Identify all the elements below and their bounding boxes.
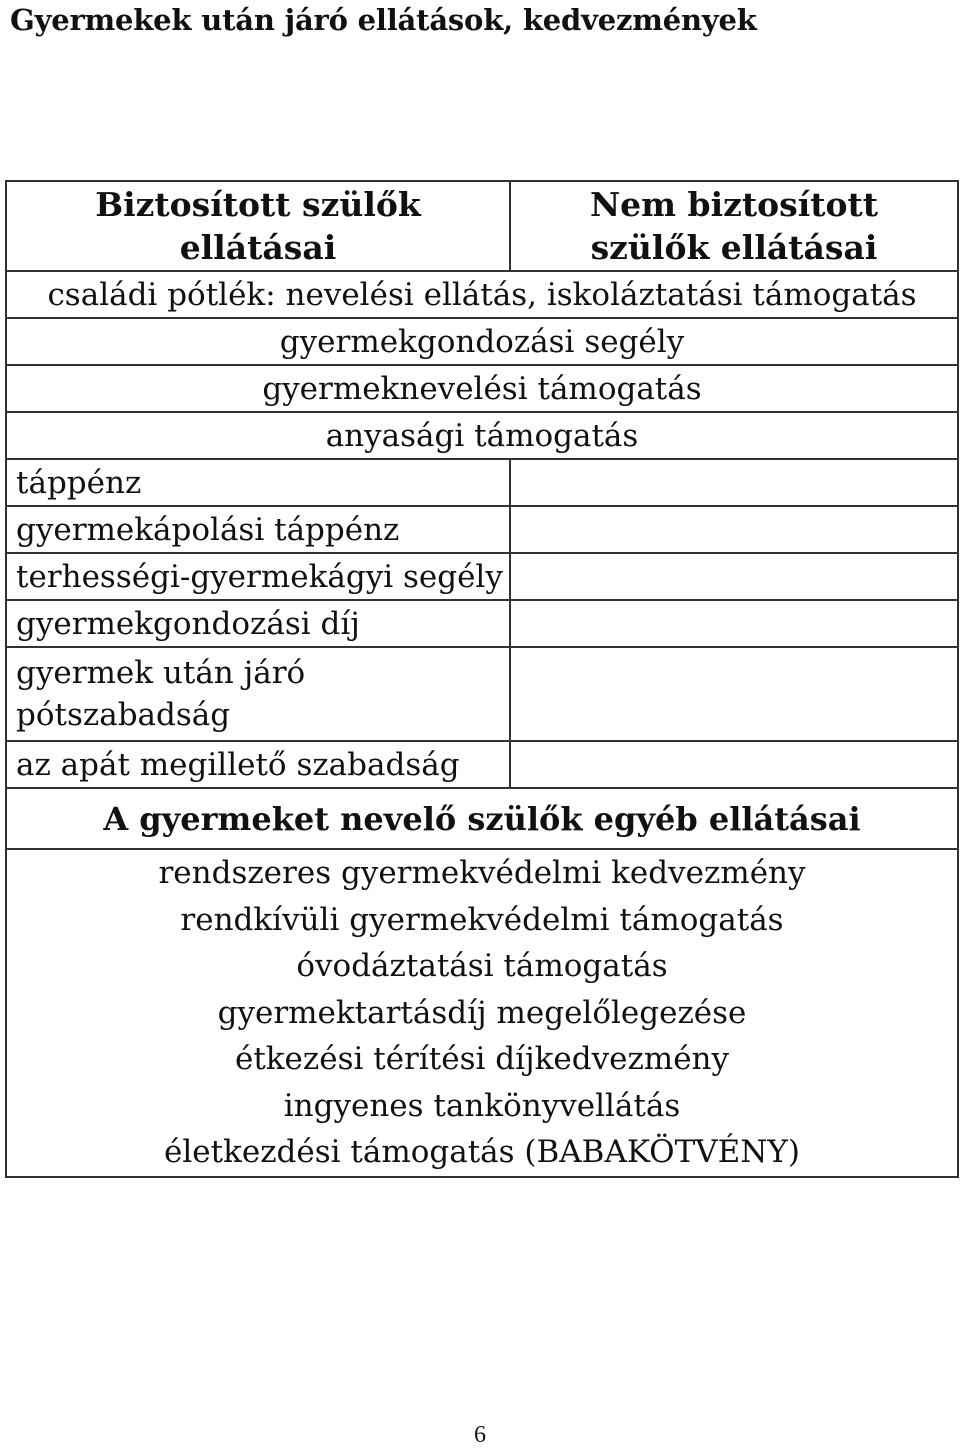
- table-row: [6, 318, 958, 365]
- table-row: [6, 365, 958, 412]
- insured-benefit-sick-pay: táppénz: [6, 459, 510, 506]
- other-benefits-heading: A gyermeket nevelő szülők egyéb ellátásai: [6, 788, 958, 849]
- insured-benefit-father-leave: az apát megillető szabadság: [6, 741, 510, 788]
- table-row: [6, 459, 958, 506]
- table-row: [6, 600, 958, 647]
- insured-benefit-extra-leave: gyermek után járó pótszabadság: [6, 647, 510, 741]
- other-benefits-list-row: [6, 849, 958, 1177]
- insured-benefit-childcare-fee: gyermekgondozási díj: [6, 600, 510, 647]
- benefits-table: [5, 180, 959, 1178]
- table-row: [6, 741, 958, 788]
- empty-cell: [510, 741, 958, 788]
- shared-benefit-family-allowance: családi pótlék: nevelési ellátás, iskoláztatási támogatás: [6, 271, 958, 318]
- list-item: ingyenes tankönyvellátás: [283, 1087, 681, 1124]
- list-item: rendkívüli gyermekvédelmi támogatás: [180, 901, 784, 938]
- list-item: étkezési térítési díjkedvezmény: [234, 1041, 730, 1077]
- list-item: óvodáztatási támogatás: [296, 948, 668, 984]
- page-title: Gyermekek után járó ellátások, kedvezmények: [10, 3, 757, 37]
- shared-benefit-childcare-aid: gyermekgondozási segély: [6, 318, 958, 365]
- table-row: [6, 553, 958, 600]
- insured-benefit-child-care-sick-pay: gyermekápolási táppénz: [6, 506, 510, 553]
- table-header-row: [6, 181, 958, 271]
- table-row: [6, 412, 958, 459]
- table-row: [6, 506, 958, 553]
- list-item: gyermektartásdíj megelőlegezése: [217, 994, 747, 1031]
- empty-cell: [510, 600, 958, 647]
- empty-cell: [510, 506, 958, 553]
- empty-cell: [510, 459, 958, 506]
- empty-cell: [510, 553, 958, 600]
- other-benefits-list: [6, 849, 958, 1177]
- section-heading-row: [6, 788, 958, 849]
- shared-benefit-maternity-support: anyasági támogatás: [6, 412, 958, 459]
- table-row: [6, 647, 958, 741]
- page-number: 6: [474, 1422, 486, 1448]
- table-row: [6, 271, 958, 318]
- header-insured-parents: Biztosított szülők ellátásai: [6, 181, 510, 271]
- empty-cell: [510, 647, 958, 741]
- list-item: életkezdési támogatás (BABAKÖTVÉNY): [164, 1134, 800, 1170]
- list-item: rendszeres gyermekvédelmi kedvezmény: [158, 855, 806, 891]
- shared-benefit-child-raising-support: gyermeknevelési támogatás: [6, 365, 958, 412]
- insured-benefit-pregnancy-confinement-aid: terhességi-gyermekágyi segély: [6, 553, 510, 600]
- header-uninsured-parents: Nem biztosított szülők ellátásai: [510, 181, 958, 271]
